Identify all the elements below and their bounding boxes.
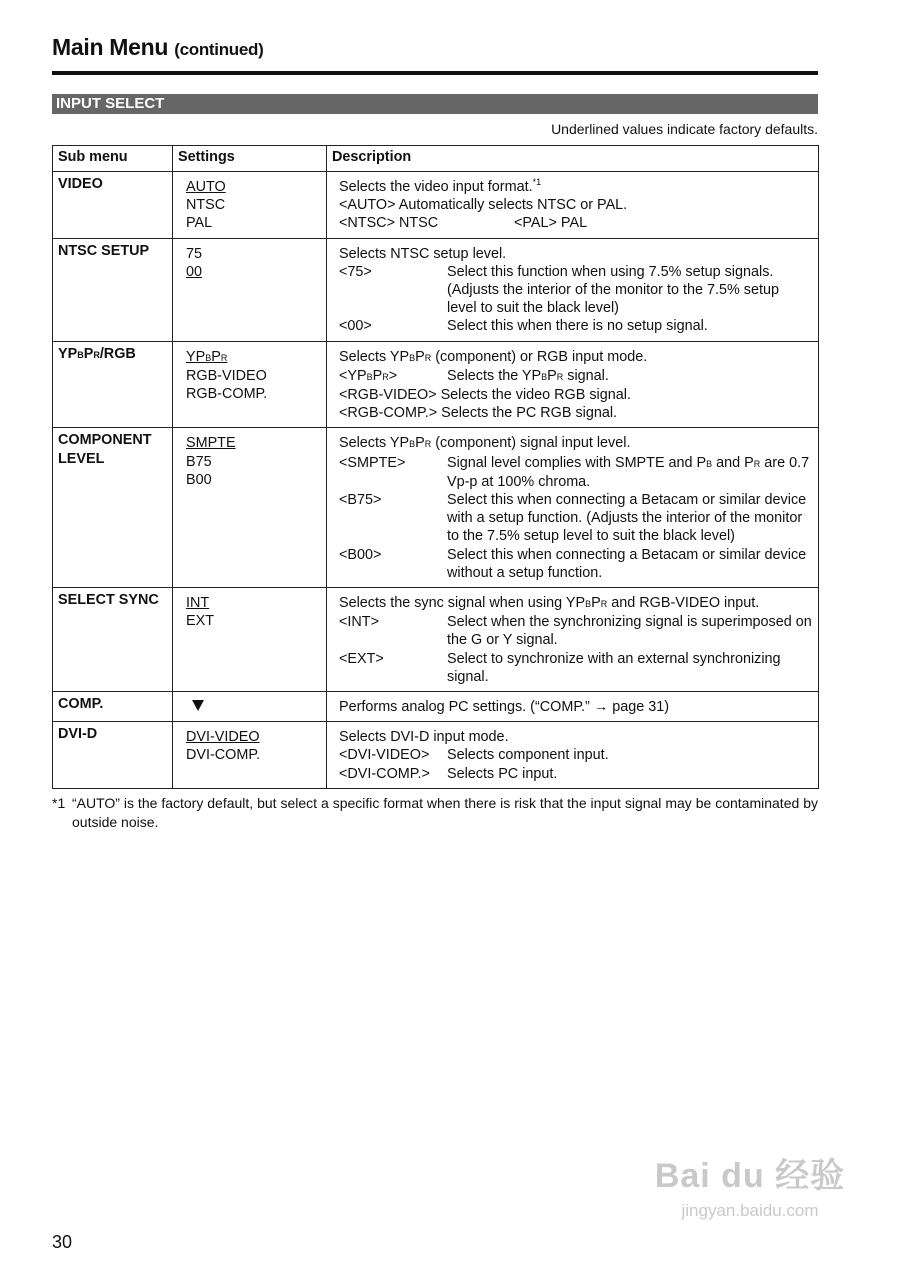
settings-dvi-d — [173, 722, 327, 789]
desc-value: Select this when connecting a Betacam or similar device with a setup function. (Adjusts the interior of the monitor to the 7.5% setup level to suit the black level) — [447, 492, 807, 545]
text-sub: R — [753, 458, 761, 469]
desc-value: Select this when there is no setup signal. — [447, 318, 708, 335]
setting-option: 75 — [186, 245, 203, 262]
desc-intro — [339, 348, 812, 367]
desc-key: <00> — [339, 318, 372, 335]
label-part: YP — [58, 345, 78, 362]
table-row-ypbpr-rgb — [53, 341, 819, 428]
label-part: /RGB — [99, 345, 136, 362]
text-part: Signal level complies with SMPTE and P — [447, 454, 707, 471]
text-part: (component) or RGB input mode. — [431, 348, 648, 365]
desc-value: Selects component input. — [447, 747, 609, 764]
description-comp: Performs analog PC settings. (“COMP.” → page 31) — [327, 692, 819, 722]
desc-key: <75> — [339, 263, 372, 280]
desc-line: <RGB-VIDEO> Selects the video RGB signal. — [339, 387, 631, 404]
settings-select-sync — [173, 588, 327, 692]
desc-key: <INT> — [339, 614, 379, 631]
footnote — [52, 794, 818, 832]
description-ypbpr-rgb — [327, 341, 819, 428]
text-part: (component) signal input level. — [431, 435, 631, 452]
desc-line: <AUTO> Automatically selects NTSC or PAL. — [339, 197, 628, 214]
text-part: are 0.7 Vp-p at 100% chroma. — [447, 454, 810, 490]
settings-comp — [173, 692, 327, 722]
submenu-video: VIDEO — [53, 172, 173, 239]
setting-option: RGB-COMP. — [186, 386, 268, 403]
desc-key — [339, 367, 447, 386]
setting-option: B00 — [186, 471, 212, 488]
desc-item — [339, 491, 812, 546]
settings-component-level — [173, 428, 327, 588]
label-sub: R — [93, 349, 100, 360]
submenu-ypbpr-rgb — [53, 341, 173, 428]
text-part: signal. — [563, 367, 609, 384]
text-sub: B — [409, 352, 416, 363]
description-component-level — [327, 428, 819, 588]
desc-key: <DVI-COMP.> — [339, 765, 430, 782]
settings-ntsc-setup — [173, 238, 327, 341]
desc-intro — [339, 178, 812, 196]
desc-intro-text: Selects the video input format. — [339, 179, 533, 195]
setting-option: RGB-VIDEO — [186, 367, 267, 384]
text-part: <YP — [339, 367, 367, 384]
setting-option-default: DVI-VIDEO — [186, 729, 260, 746]
text-part: > — [388, 367, 398, 384]
desc-item — [339, 650, 812, 686]
desc-intro — [339, 594, 812, 613]
text-part: P — [415, 435, 425, 452]
desc-item — [339, 263, 812, 318]
footnote-row — [52, 794, 818, 832]
description-select-sync — [327, 588, 819, 692]
label-sub: R — [220, 352, 228, 363]
text-part: P — [547, 367, 557, 384]
desc-item — [339, 613, 812, 649]
col-header-settings: Settings — [173, 146, 327, 172]
setting-option-default: SMPTE — [186, 435, 236, 452]
desc-key: <EXT> — [339, 650, 384, 667]
desc-item — [339, 765, 812, 783]
text-part: and RGB-VIDEO input. — [607, 595, 760, 612]
desc-value: Select when the synchronizing signal is superimposed on the G or Y signal. — [447, 614, 812, 649]
col-header-submenu: Sub menu — [53, 146, 173, 172]
label-sub: B — [77, 349, 84, 360]
label-part: YP — [186, 348, 206, 365]
setting-option-default: INT — [186, 595, 210, 612]
description-ntsc-setup — [327, 238, 819, 341]
description-video — [327, 172, 819, 239]
text-sub: B — [585, 599, 592, 610]
table-row-select-sync — [53, 588, 819, 692]
text-sub: R — [424, 352, 432, 363]
label-part: P — [211, 348, 221, 365]
setting-option: EXT — [186, 613, 214, 630]
desc-key: <SMPTE> — [339, 454, 406, 471]
table-row-video — [53, 172, 819, 239]
setting-option: DVI-COMP. — [186, 747, 261, 764]
text-sub: R — [424, 439, 432, 450]
settings-video — [173, 172, 327, 239]
desc-key: <DVI-VIDEO> — [339, 747, 430, 764]
setting-option: B75 — [186, 453, 212, 470]
text-part: Selects the YP — [447, 367, 542, 384]
desc-value: Select to synchronize with an external synchronizing signal. — [447, 650, 781, 685]
submenu-component-level — [53, 428, 173, 588]
desc-line: <RGB-COMP.> Selects the PC RGB signal. — [339, 405, 618, 422]
desc-key: <B00> — [339, 546, 382, 563]
desc-item — [339, 546, 812, 582]
setting-option-default — [186, 348, 320, 367]
label-line: LEVEL — [58, 450, 105, 467]
text-part: P — [415, 348, 425, 365]
settings-ypbpr-rgb — [173, 341, 327, 428]
text-part: Selects the sync signal when using YP — [339, 595, 586, 612]
page-title-main: Main Menu — [52, 34, 169, 60]
desc-value — [447, 367, 812, 386]
table-header-row — [53, 146, 819, 172]
desc-pair — [339, 214, 812, 232]
desc-key: <B75> — [339, 492, 382, 509]
footnote-mark: *1 — [52, 795, 66, 811]
table-row-component-level — [53, 428, 819, 588]
description-dvi-d — [327, 722, 819, 789]
watermark-main: Bai du 经验 — [654, 1157, 846, 1195]
label-part: P — [83, 345, 94, 362]
title-rule — [52, 71, 818, 75]
text-sub: B — [541, 371, 548, 382]
watermark-url: jingyan.baidu.com — [681, 1201, 819, 1220]
label-sub: B — [205, 352, 212, 363]
setting-option: PAL — [186, 215, 213, 232]
text-part: Selects YP — [339, 435, 410, 452]
section-header: INPUT SELECT — [52, 94, 818, 114]
watermark-logo — [640, 1148, 860, 1221]
down-triangle-icon — [192, 700, 204, 711]
footnote-text: “AUTO” is the factory default, but select a specific format when there is risk that the input signal may be contaminated by outside noise. — [72, 795, 818, 830]
table-row-comp — [53, 692, 819, 722]
desc-intro: Selects DVI-D input mode. — [339, 729, 509, 746]
text-sub: B — [409, 439, 416, 450]
label-line: COMPONENT — [58, 432, 152, 449]
text-part: P — [591, 595, 601, 612]
desc-pair-a: <NTSC> NTSC — [339, 215, 439, 232]
col-header-description: Description — [327, 146, 819, 172]
setting-option-default: AUTO — [186, 179, 226, 195]
desc-intro: Selects NTSC setup level. — [339, 245, 507, 262]
text-sub: R — [382, 371, 389, 382]
input-select-table — [52, 145, 819, 789]
footnote-ref: *1 — [532, 177, 542, 187]
desc-value: Select this function when using 7.5% setup signals. (Adjusts the interior of the monitor to the 7.5% setup level to suit the black level) — [447, 263, 779, 317]
submenu-comp: COMP. — [53, 692, 173, 722]
submenu-dvi-d: DVI-D — [53, 722, 173, 789]
desc-value: Select this when connecting a Betacam or similar device without a setup function. — [447, 546, 807, 581]
table-row-dvi-d — [53, 722, 819, 789]
desc-item — [339, 317, 812, 335]
desc-intro — [339, 434, 812, 453]
setting-option: NTSC — [186, 197, 226, 214]
desc-item — [339, 746, 812, 764]
text-sub: R — [600, 599, 608, 610]
setting-option-default: 00 — [186, 263, 203, 280]
desc-value: Selects PC input. — [447, 765, 558, 782]
text-sub: B — [706, 458, 713, 469]
defaults-note: Underlined values indicate factory defaults. — [551, 121, 818, 137]
text-part: Selects YP — [339, 348, 410, 365]
table-row-ntsc-setup — [53, 238, 819, 341]
text-sub: B — [366, 371, 373, 382]
submenu-ntsc-setup: NTSC SETUP — [53, 238, 173, 341]
page-title-continued: (continued) — [174, 40, 264, 59]
text-part: P — [372, 367, 383, 384]
desc-value — [447, 454, 812, 491]
page-title — [52, 34, 263, 61]
submenu-select-sync: SELECT SYNC — [53, 588, 173, 692]
text-sub: R — [556, 371, 564, 382]
desc-pair-b: <PAL> PAL — [514, 215, 588, 232]
text-part: and P — [712, 454, 754, 471]
desc-item — [339, 367, 812, 386]
page-number: 30 — [52, 1232, 73, 1252]
desc-item — [339, 454, 812, 491]
